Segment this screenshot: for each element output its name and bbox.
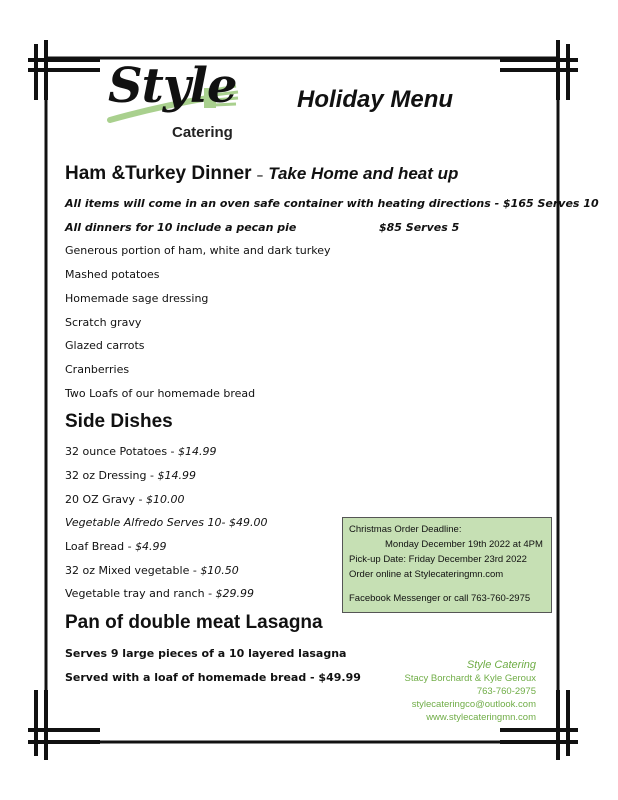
list-item <box>65 493 184 506</box>
order-contact: Facebook Messenger or call 763-760-2975 <box>349 593 531 604</box>
section-heading-dinner <box>65 163 458 185</box>
lasagna-line-2: Served with a loaf of homemade bread - $49.99 <box>65 671 361 684</box>
item-price: Vegetable Alfredo Serves 10- $49.00 <box>65 516 268 529</box>
item-name: 32 ounce Potatoes - <box>65 445 179 458</box>
item-price: $4.99 <box>135 540 167 553</box>
item-price: $10.50 <box>200 564 239 577</box>
list-item: Glazed carrots <box>65 339 145 352</box>
dinner-price-serves-5: $85 Serves 5 <box>379 221 460 234</box>
list-item: Homemade sage dressing <box>65 292 209 305</box>
item-price: $10.00 <box>145 493 185 506</box>
item-price: $14.99 <box>157 469 196 482</box>
order-online: Order online at Stylecateringmn.com <box>349 569 504 580</box>
contact-info <box>405 659 536 724</box>
list-item: Cranberries <box>65 363 130 376</box>
logo-script-text: Style <box>108 58 237 114</box>
deadline-date: Monday December 19th 2022 at 4PM <box>385 539 543 550</box>
dinner-note: All items will come in an oven safe container with heating directions - $165 Serves 10 <box>65 197 599 210</box>
list-item <box>65 469 196 482</box>
item-name: Vegetable tray and ranch - <box>65 587 216 600</box>
list-item <box>65 540 167 553</box>
list-item <box>65 445 217 458</box>
item-name: Loaf Bread - <box>65 540 136 553</box>
list-item <box>65 564 239 577</box>
dinner-heading: Ham &Turkey Dinner <box>65 163 252 184</box>
side-dishes-heading: Side Dishes <box>65 411 173 432</box>
item-price: $14.99 <box>178 445 217 458</box>
lasagna-line-1: Serves 9 large pieces of a 10 layered lasagna <box>65 647 347 660</box>
contact-email[interactable]: stylecateringco@outlook.com <box>411 699 536 710</box>
contact-phone[interactable]: 763-760-2975 <box>476 686 536 697</box>
list-item <box>65 516 267 529</box>
order-deadline-box <box>342 517 552 613</box>
list-item: Mashed potatoes <box>65 268 160 281</box>
pickup-date: Pick-up Date: Friday December 23rd 2022 <box>349 554 527 565</box>
deadline-label: Christmas Order Deadline: <box>349 524 462 535</box>
list-item <box>65 587 254 600</box>
logo-subtitle: Catering <box>172 124 233 141</box>
list-item: Scratch gravy <box>65 316 142 329</box>
dinner-pie-note: All dinners for 10 include a pecan pie <box>65 221 297 234</box>
list-item: Generous portion of ham, white and dark turkey <box>65 244 331 257</box>
contact-business-name: Style Catering <box>466 659 536 671</box>
dinner-subheading: Take Home and heat up <box>268 164 459 183</box>
contact-owners: Stacy Borchardt & Kyle Geroux <box>404 673 536 684</box>
lasagna-heading: Pan of double meat Lasagna <box>65 612 323 633</box>
style-catering-logo <box>100 58 250 148</box>
contact-website[interactable]: www.stylecateringmn.com <box>426 712 536 723</box>
list-item: Two Loafs of our homemade bread <box>65 387 256 400</box>
item-name: 32 oz Dressing - <box>65 469 158 482</box>
page-title: Holiday Menu <box>297 86 454 113</box>
item-name: 32 oz Mixed vegetable - <box>65 564 201 577</box>
item-price: $29.99 <box>215 587 255 600</box>
item-name: 20 OZ Gravy - <box>65 493 146 506</box>
heading-dash: – <box>256 170 263 182</box>
